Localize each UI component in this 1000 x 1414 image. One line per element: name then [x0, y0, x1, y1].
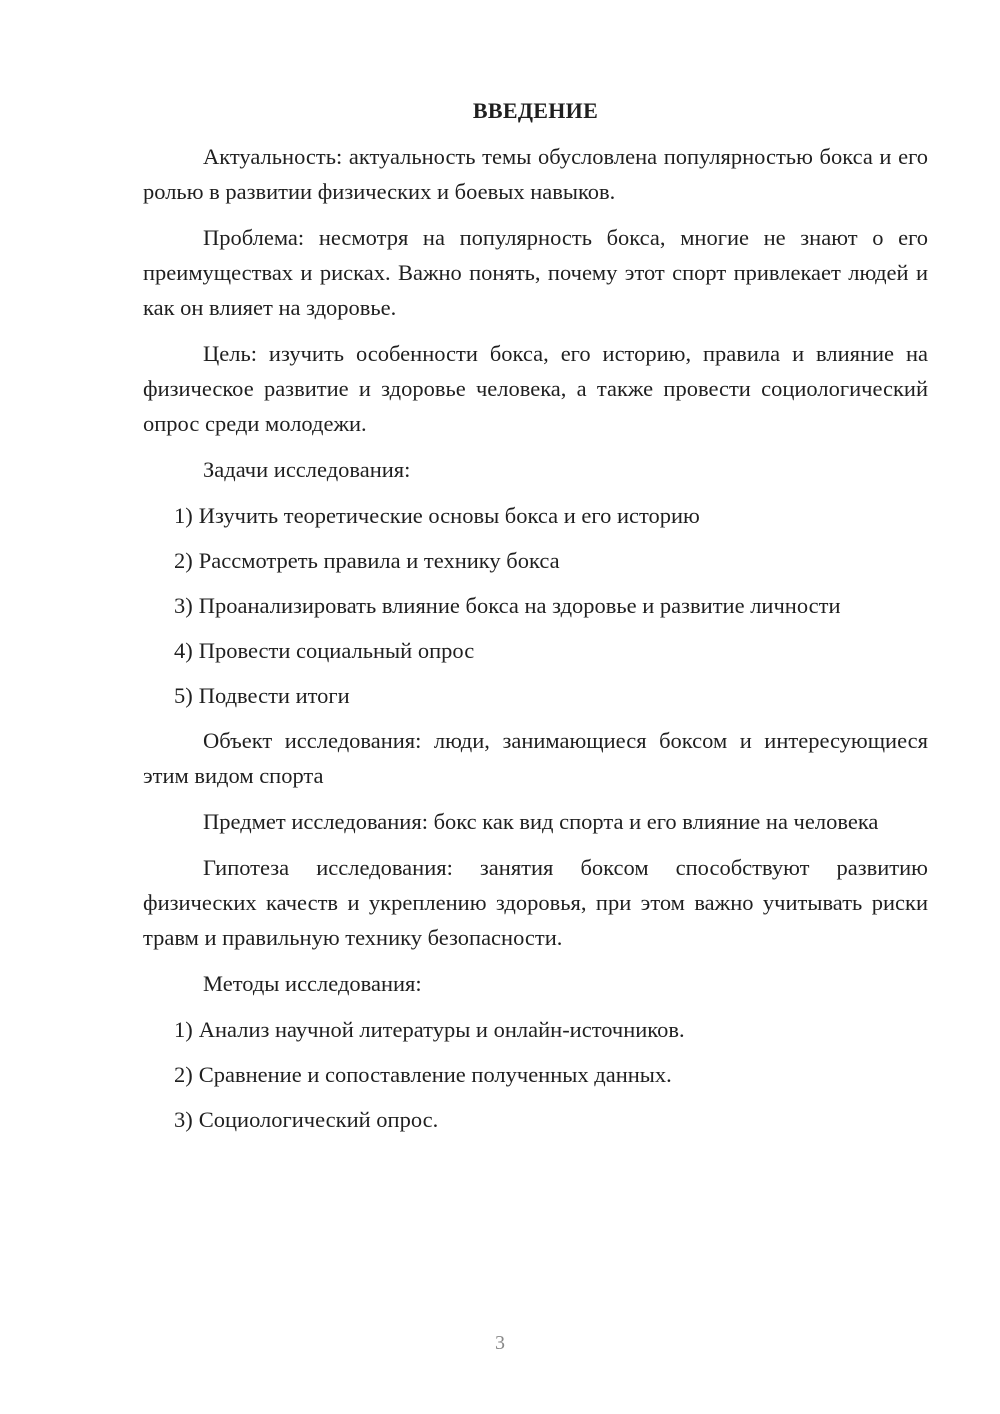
subject-paragraph: Предмет исследования: бокс как вид спорта и его влияние на человека — [203, 809, 879, 834]
page-number: 3 — [495, 1332, 505, 1354]
list-item-text: Провести социальный опрос — [198, 638, 475, 663]
list-item-number: 3) — [174, 593, 193, 618]
list-item-number: 1) — [174, 1017, 193, 1042]
tasks-title: Задачи исследования: — [203, 457, 411, 482]
goal-paragraph: Цель: изучить особенности бокса, его историю, правила и влияние на физическое развитие и здоровье человека, а также провести социологический опрос среди молодежи. — [143, 341, 928, 436]
hypothesis-paragraph: Гипотеза исследования: занятия боксом способствуют развитию физических качеств и укреплению здоровья, при этом важно учитывать риски травм и правильную технику безопасности. — [143, 855, 928, 950]
list-item — [174, 543, 928, 578]
list-item-number: 4) — [174, 638, 193, 663]
list-item — [174, 1012, 928, 1047]
list-item — [174, 1057, 928, 1092]
object-paragraph: Объект исследования: люди, занимающиеся боксом и интересующиеся этим видом спорта — [143, 728, 928, 788]
list-item-text: Анализ научной литературы и онлайн-источников. — [198, 1017, 685, 1042]
methods-list — [143, 1012, 928, 1137]
list-item-text: Рассмотреть правила и технику бокса — [198, 548, 560, 573]
list-item — [174, 1102, 928, 1137]
list-item-number: 3) — [174, 1107, 193, 1132]
relevance-paragraph: Актуальность: актуальность темы обусловлена популярностью бокса и его ролью в развитии физических и боевых навыков. — [143, 144, 928, 204]
list-item-number: 2) — [174, 1062, 193, 1087]
list-item — [174, 498, 928, 533]
list-item-number: 5) — [174, 683, 193, 708]
list-item-text: Социологический опрос. — [198, 1107, 439, 1132]
list-item-text: Подвести итоги — [198, 683, 350, 708]
list-item — [174, 588, 928, 623]
list-item — [174, 678, 928, 713]
methods-title: Методы исследования: — [203, 971, 422, 996]
list-item-number: 1) — [174, 503, 193, 528]
list-item-text: Изучить теоретические основы бокса и его историю — [198, 503, 700, 528]
list-item-text: Проанализировать влияние бокса на здоровье и развитие личности — [198, 593, 841, 618]
list-item-text: Сравнение и сопоставление полученных данных. — [198, 1062, 672, 1087]
page-content — [143, 96, 928, 1147]
list-item-number: 2) — [174, 548, 193, 573]
list-item — [174, 633, 928, 668]
tasks-list — [143, 498, 928, 713]
problem-paragraph: Проблема: несмотря на популярность бокса, многие не знают о его преимуществах и рисках. Важно понять, почему этот спорт привлекает людей и как он влияет на здоровье. — [143, 225, 928, 320]
section-heading: ВВЕДЕНИЕ — [472, 98, 599, 123]
